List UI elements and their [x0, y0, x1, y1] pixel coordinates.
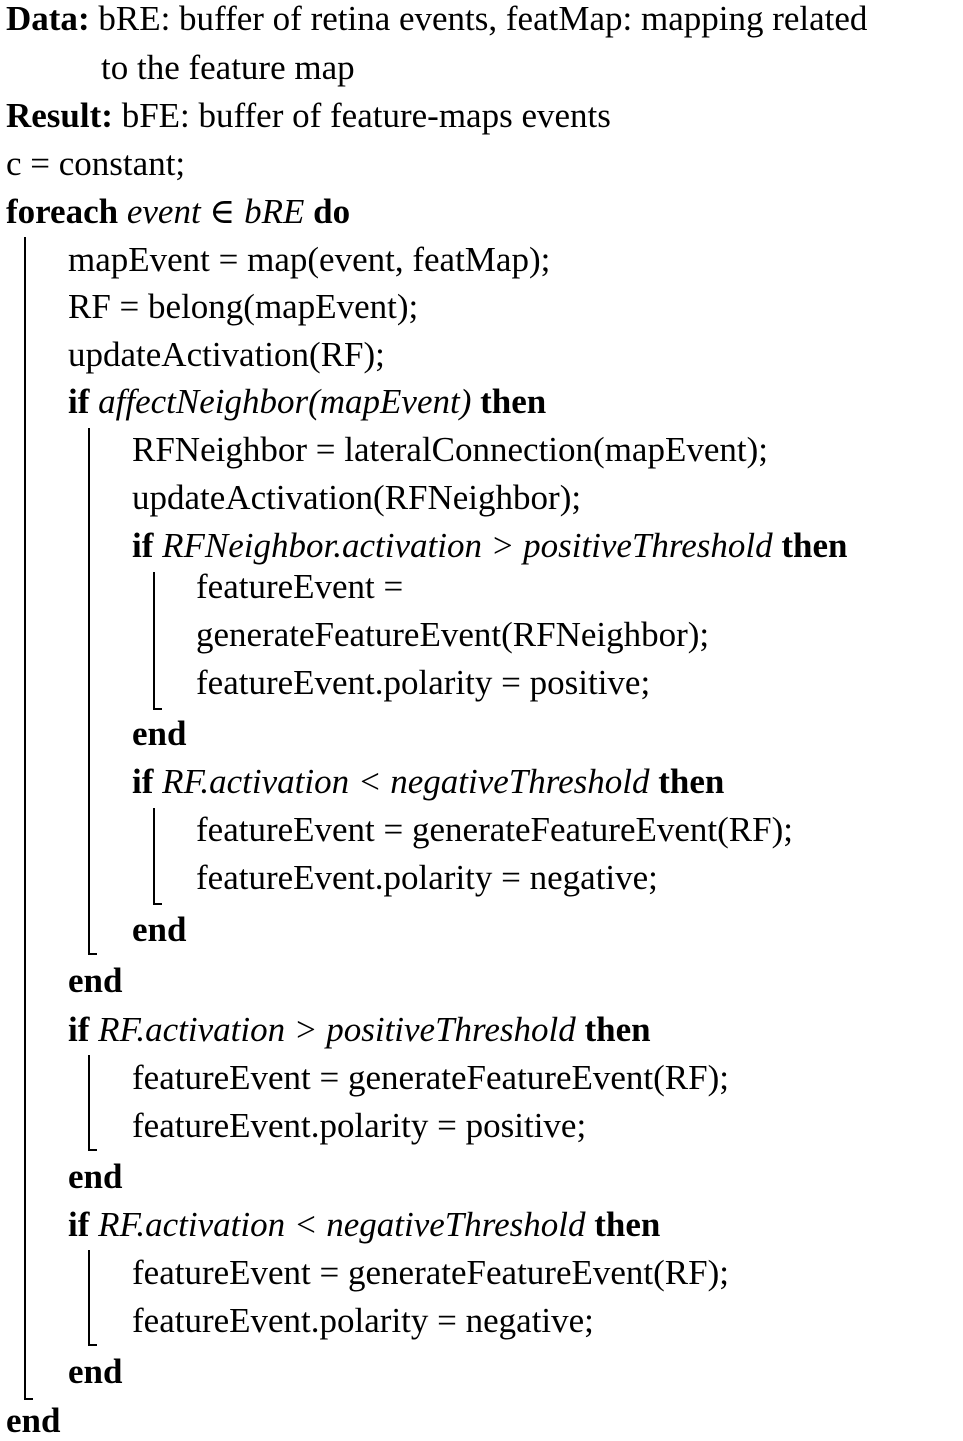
feature-event-assign: featureEvent =: [196, 567, 404, 606]
polarity-negative-inner-line: [196, 858, 658, 898]
then-keyword: then: [584, 1010, 651, 1049]
if-neighbor-positive-line: [132, 526, 848, 566]
condition-threshold: positiveThreshold: [523, 526, 773, 565]
update-neighbor-line: [132, 478, 581, 518]
polarity-positive-line: [196, 663, 650, 703]
end-neighbor-positive: [132, 714, 186, 754]
end-rf-negative-inner: [132, 910, 186, 950]
if-keyword: if: [68, 382, 90, 421]
constant-line: [6, 144, 185, 184]
polarity-positive-statement: featureEvent.polarity = positive;: [132, 1106, 587, 1145]
affect-neighbor-block-rule: [88, 428, 90, 955]
lateral-connection-statement: RFNeighbor = lateralConnection(mapEvent);: [132, 430, 768, 469]
condition-operator: .activation >: [136, 1010, 327, 1049]
belong-statement: RF = belong(mapEvent);: [68, 287, 419, 326]
then-keyword: then: [594, 1205, 661, 1244]
result-keyword: Result: [6, 96, 102, 135]
end-rf-negative-outer: [68, 1352, 122, 1392]
foreach-variable: event: [126, 192, 201, 231]
generate-rf-statement: featureEvent = generateFeatureEvent(RF);: [132, 1253, 729, 1292]
update-neighbor-statement: updateActivation(RFNeighbor);: [132, 478, 582, 517]
generate-rf-positive-line: [132, 1058, 729, 1098]
end-foreach: [6, 1401, 60, 1441]
rf-positive-block-tick: [88, 1149, 97, 1151]
polarity-negative-statement: featureEvent.polarity = negative;: [132, 1301, 594, 1340]
data-line: Data: bRE: buffer of retina events, featMap: mapping related: [6, 0, 868, 38]
condition-variable: RF: [98, 1205, 137, 1244]
data-description-continued: to the feature map: [101, 48, 355, 87]
if-keyword: if: [68, 1205, 90, 1244]
condition-threshold: positiveThreshold: [326, 1010, 576, 1049]
affect-neighbor-block-tick: [88, 953, 97, 955]
neighbor-positive-block-rule: [153, 572, 155, 710]
affect-neighbor-condition: affectNeighbor(mapEvent): [98, 382, 472, 421]
map-line: [68, 240, 550, 280]
foreach-block-rule: [24, 237, 26, 1400]
if-keyword: if: [132, 762, 154, 801]
data-description: bRE: buffer of retina events, featMap: mapping related: [98, 0, 868, 38]
rf-negative-inner-block-tick: [153, 903, 162, 905]
foreach-keyword: foreach: [6, 192, 119, 231]
condition-operator: .activation <: [200, 762, 391, 801]
foreach-line: [6, 192, 350, 232]
then-keyword: then: [781, 526, 848, 565]
belong-line: [68, 287, 418, 327]
generate-rf-inner-line: [196, 810, 793, 850]
end-keyword: end: [68, 1352, 123, 1391]
foreach-set: bRE: [244, 192, 305, 231]
update-activation-statement: updateActivation(RF);: [68, 335, 385, 374]
rf-positive-block-rule: [88, 1055, 90, 1151]
end-keyword: end: [132, 714, 187, 753]
end-keyword: end: [68, 961, 123, 1000]
generate-rf-statement: featureEvent = generateFeatureEvent(RF);: [132, 1058, 729, 1097]
rf-negative-outer-block-rule: [88, 1250, 90, 1346]
polarity-negative-outer-line: [132, 1301, 594, 1341]
data-keyword: Data: [6, 0, 78, 38]
condition-operator: .activation >: [333, 526, 524, 565]
lateral-connection-line: [132, 430, 768, 470]
data-line-continued: [101, 48, 355, 88]
condition-threshold: negativeThreshold: [390, 762, 650, 801]
update-activation-line: [68, 335, 385, 375]
polarity-negative-statement: featureEvent.polarity = negative;: [196, 858, 658, 897]
if-rf-negative-outer-line: [68, 1205, 660, 1245]
feature-event-assign-line: [196, 567, 403, 607]
if-rf-positive-line: [68, 1010, 651, 1050]
map-statement: mapEvent = map(event, featMap);: [68, 240, 551, 279]
polarity-positive-statement: featureEvent.polarity = positive;: [196, 663, 651, 702]
if-rf-negative-inner-line: [132, 762, 724, 802]
constant-statement: c = constant;: [6, 144, 186, 183]
if-affect-neighbor-line: [68, 382, 546, 422]
end-keyword: end: [6, 1401, 61, 1440]
generate-rf-negative-line: [132, 1253, 729, 1293]
then-keyword: then: [480, 382, 547, 421]
condition-variable: RF: [162, 762, 201, 801]
condition-operator: .activation <: [136, 1205, 327, 1244]
then-keyword: then: [658, 762, 725, 801]
generate-rf-statement: featureEvent = generateFeatureEvent(RF);: [196, 810, 793, 849]
end-rf-positive: [68, 1157, 122, 1197]
end-keyword: end: [132, 910, 187, 949]
end-affect-neighbor: [68, 961, 122, 1001]
generate-neighbor-statement: generateFeatureEvent(RFNeighbor);: [196, 615, 710, 654]
end-keyword: end: [68, 1157, 123, 1196]
result-description: bFE: buffer of feature-maps events: [121, 96, 611, 135]
condition-variable: RFNeighbor: [162, 526, 334, 565]
rf-negative-inner-block-rule: [153, 808, 155, 905]
condition-variable: RF: [98, 1010, 137, 1049]
neighbor-positive-block-tick: [153, 708, 162, 710]
rf-negative-outer-block-tick: [88, 1344, 97, 1346]
do-keyword: do: [313, 192, 351, 231]
polarity-positive-outer-line: [132, 1106, 586, 1146]
element-of-symbol: ∈: [209, 192, 236, 231]
foreach-block-tick: [24, 1398, 33, 1400]
condition-threshold: negativeThreshold: [326, 1205, 586, 1244]
result-line: Result: bFE: buffer of feature-maps events: [6, 96, 611, 135]
generate-neighbor-line: [196, 615, 709, 655]
if-keyword: if: [132, 526, 154, 565]
if-keyword: if: [68, 1010, 90, 1049]
